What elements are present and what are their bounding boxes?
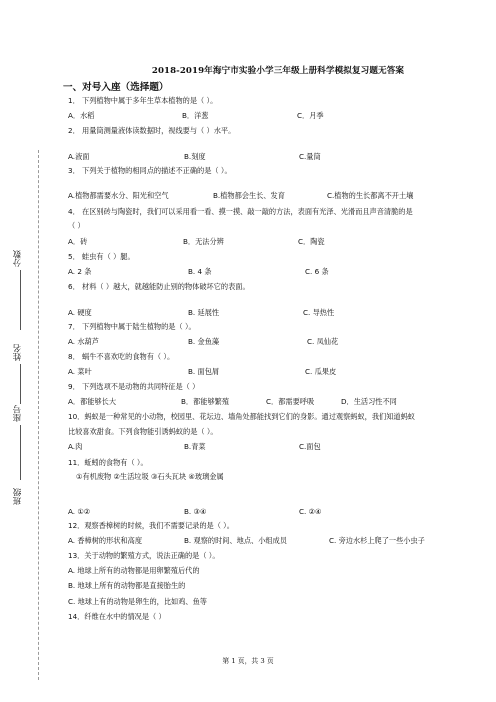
- name-label: 姓名: [13, 344, 23, 361]
- q13-option-a: A. 地球上所有的动物都是用卵繁殖后代的: [68, 566, 200, 575]
- q13-option-c: C. 地球上有的动物是卵生的，比如鸡、鱼等: [68, 597, 207, 606]
- q5-option-a: A. 2 条: [68, 267, 92, 276]
- q11-option-a: A. ①②: [68, 507, 91, 516]
- q6-option-a: A. 硬度: [68, 308, 92, 317]
- q10-option-b: B.青菜: [184, 442, 206, 451]
- q5-option-c: C. 6 条: [305, 267, 329, 276]
- q11-option-b: B. ③④: [184, 507, 207, 516]
- q2-option-c: C.量筒: [299, 152, 321, 161]
- question-5: 5． 蛙虫有（ ）腿。: [68, 252, 135, 261]
- score-label: 分数: [13, 250, 23, 267]
- q4-option-c: C．陶瓷: [298, 237, 325, 246]
- q1-option-b: B．洋葱: [182, 111, 209, 120]
- q13-option-b: B. 地球上所有的动物都是直接胎生的: [68, 581, 186, 590]
- q12-option-b: B. 观察的时间、地点、小组成员: [184, 536, 287, 545]
- name-line: [20, 364, 21, 404]
- question-4: 4． 在区别砖与陶瓷时，我们可以采用看一看、摸一摸、敲一敲的方法，表面有光泽、光滑而且声音清脆的是: [68, 207, 413, 216]
- section-heading: 一、对号入座（选择题）: [63, 82, 169, 93]
- q4-option-a: A．砖: [68, 237, 88, 246]
- question-13: 13．关于动物的繁殖方式，说法正确的是（ ）。: [68, 551, 220, 560]
- question-11: 11．蚯蚓的食物有（ ）。: [68, 458, 148, 467]
- q5-option-b: B. 4 条: [188, 267, 212, 276]
- question-10-cont: 比较喜欢甜食。下列食物能引诱蚂蚁的是（ ）。: [68, 427, 218, 436]
- q12-option-a: A. 香樟树的形状和高度: [68, 536, 143, 545]
- q11-option-c: C. ②④: [299, 507, 322, 516]
- q3-option-b: B.植物都会生长、发育: [213, 191, 285, 200]
- q10-option-a: A.肉: [68, 442, 83, 451]
- fold-line: [38, 150, 39, 680]
- class-label: 班级: [13, 488, 23, 505]
- question-2: 2． 用量筒测量液体读数据时，视线要与（ ）水平。: [68, 126, 236, 135]
- binding-margin: [0, 0, 50, 702]
- q8-option-b: B. 面包屑: [188, 367, 220, 376]
- q8-option-c: C. 瓜果皮: [305, 367, 337, 376]
- question-4-cont: （ ）: [68, 221, 85, 230]
- question-9: 9． 下列选项不是动物的共同特征是（ ）: [68, 382, 200, 391]
- question-3: 3． 下列关于植物的相同点的描述不正确的是（ ）。: [68, 166, 232, 175]
- q8-option-a: A. 菜叶: [68, 367, 92, 376]
- q7-option-c: C. 凤仙花: [307, 337, 339, 346]
- q3-option-a: A.植物都需要水分、阳光和空气: [68, 191, 169, 200]
- q9-option-a: A．都能够长大: [68, 397, 117, 406]
- q7-option-a: A. 水葫芦: [68, 337, 99, 346]
- q6-option-c: C. 导热性: [303, 308, 335, 317]
- question-12: 12．观察香樟树的时候，我们不需要记录的是（ ）。: [68, 521, 234, 530]
- q4-option-b: B．无法分辨: [183, 237, 224, 246]
- q12-option-c: C. 旁边水杉上爬了一些小虫子: [329, 536, 425, 545]
- seat-line: [20, 425, 21, 480]
- question-1: 1． 下列植物中属于多年生草本植物的是（ ）。: [68, 96, 218, 105]
- question-11-items: ①有机废物 ②生活垃圾 ③石头瓦块 ④玻璃金属: [76, 472, 224, 481]
- question-7: 7． 下列植物中属于陆生植物的是（ ）。: [68, 322, 196, 331]
- question-14: 14．纤维在水中的情况是（ ）: [68, 612, 166, 621]
- q3-option-c: C.植物的生长都离不开土壤: [327, 191, 414, 200]
- q9-option-b: B．都能够繁殖: [181, 397, 230, 406]
- question-8: 8． 蜗牛不喜欢吃的食物有（ ）。: [68, 352, 175, 361]
- q9-option-c: C．都需要呼吸: [266, 397, 315, 406]
- q1-option-a: A．水稻: [68, 111, 95, 120]
- page-footer: 第 1 页，共 3 页: [222, 657, 274, 665]
- q7-option-b: B. 金鱼藻: [188, 337, 220, 346]
- question-10: 10．蚂蚁是一种常见的小动物，校园里、花坛边、墙角处都能找到它们的身影。通过观察蚂蚁，我们知道蚂蚁: [68, 412, 415, 421]
- question-6: 6． 材料（ ）越大，就越能防止别的物体破坏它的表面。: [68, 282, 250, 291]
- q1-option-c: C．月季: [297, 111, 324, 120]
- q2-option-a: A.液面: [68, 152, 90, 161]
- page-title: 2018-2019年海宁市实验小学三年级上册科学模拟复习题无答案: [151, 66, 405, 76]
- q2-option-b: B.刻度: [184, 152, 206, 161]
- q6-option-b: B. 延展性: [188, 308, 220, 317]
- q10-option-c: C.面包: [299, 442, 321, 451]
- q9-option-d: D．生活习性不同: [341, 397, 397, 406]
- score-line: [20, 270, 21, 330]
- seat-label: 座号: [13, 405, 23, 422]
